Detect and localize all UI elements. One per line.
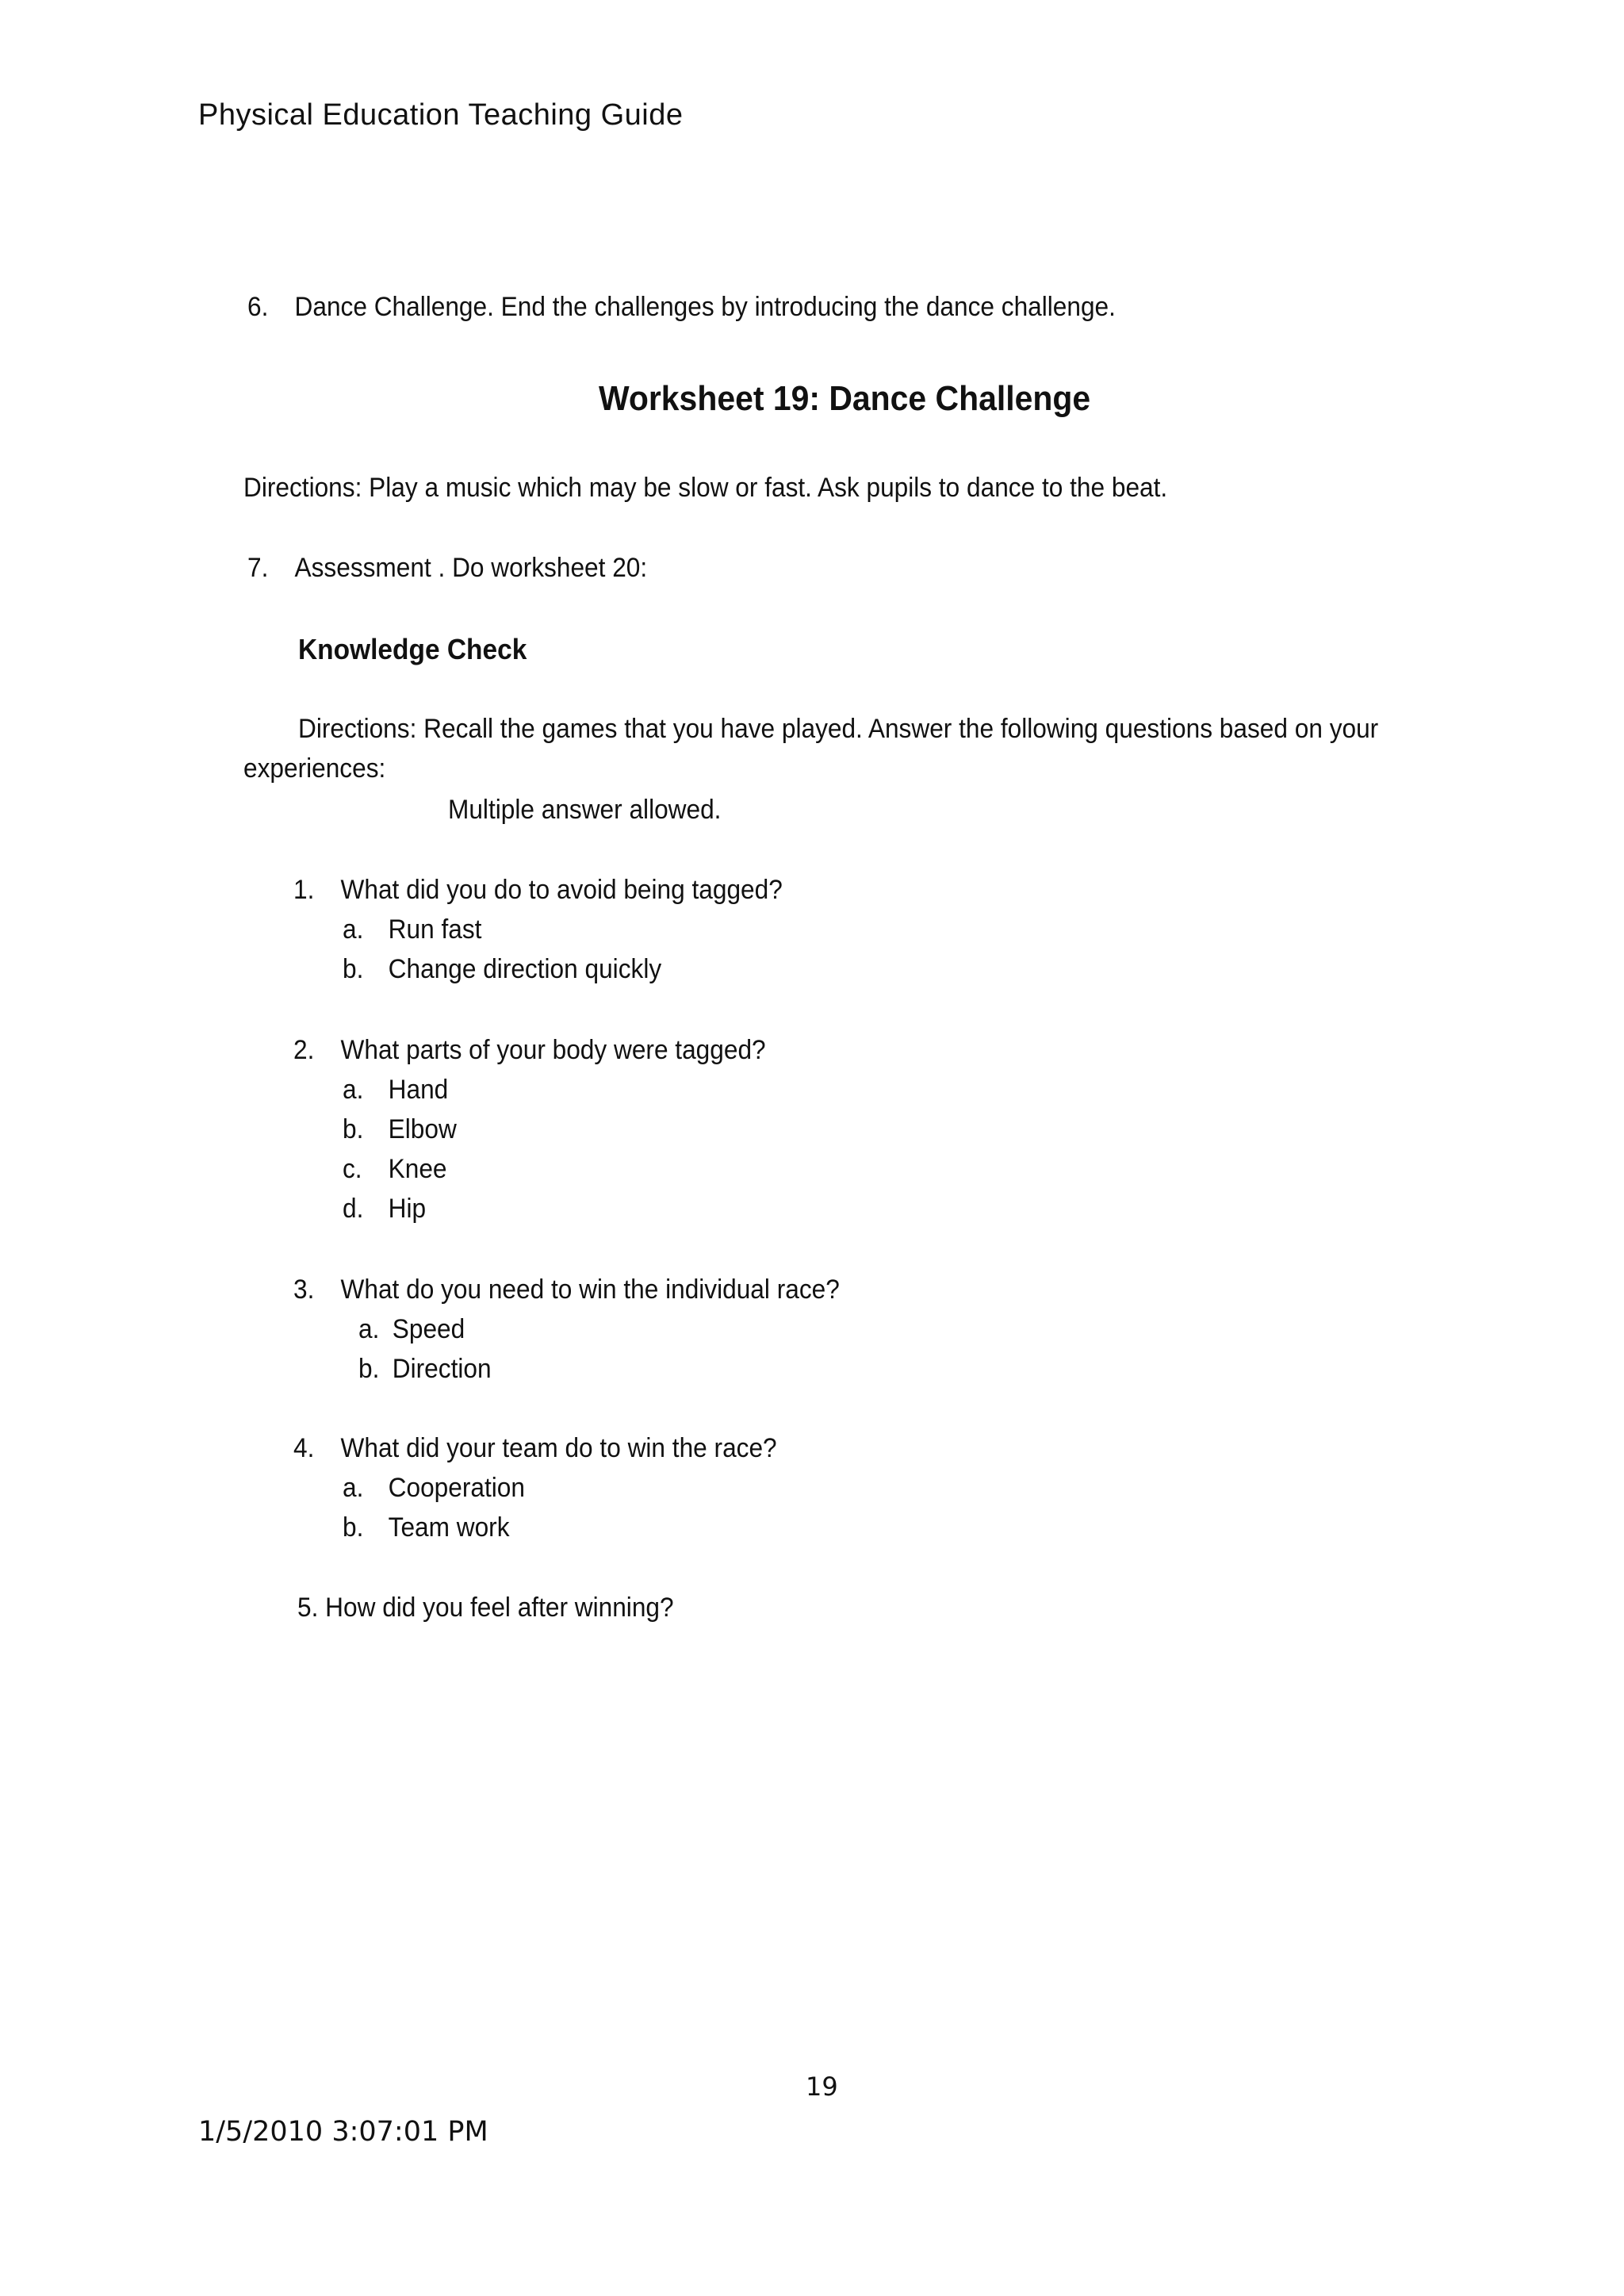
question-text: What do you need to win the individual race?	[340, 1274, 840, 1305]
option-letter: c.	[343, 1154, 362, 1184]
question-5: 5. How did you feel after winning?	[297, 1593, 674, 1623]
knowledge-check-note: Multiple answer allowed.	[448, 795, 722, 825]
option-text: Run fast	[388, 914, 482, 945]
option-text: Hand	[388, 1075, 449, 1105]
option-letter: a.	[343, 1473, 364, 1503]
question-number: 1.	[293, 875, 315, 905]
option	[343, 1194, 426, 1225]
knowledge-check-directions-line1: Directions: Recall the games that you have played. Answer the following questions based on your	[298, 714, 1379, 744]
option	[343, 954, 661, 985]
question-text: What did you do to avoid being tagged?	[340, 875, 783, 905]
question-number: 4.	[293, 1433, 315, 1463]
question-text: What parts of your body were tagged?	[340, 1035, 766, 1065]
option-letter: a.	[343, 914, 364, 945]
worksheet-directions: Directions: Play a music which may be slow or fast. Ask pupils to dance to the beat.	[243, 473, 1168, 503]
knowledge-check-heading: Knowledge Check	[298, 633, 527, 665]
page-number: 19	[806, 2072, 838, 2102]
step-7	[247, 553, 647, 584]
question-2	[293, 1035, 766, 1066]
step-7-text: Assessment . Do worksheet 20:	[294, 553, 648, 583]
step-6-text: Dance Challenge. End the challenges by introducing the dance challenge.	[294, 292, 1116, 322]
option	[343, 1114, 457, 1145]
option-text: Team work	[388, 1512, 510, 1543]
option-text: Cooperation	[388, 1473, 525, 1503]
option-letter: b.	[343, 954, 364, 984]
step-6	[247, 292, 1116, 323]
option	[343, 914, 481, 945]
option-text: Knee	[388, 1154, 447, 1184]
question-4	[293, 1433, 777, 1464]
step-6-number: 6.	[247, 292, 269, 322]
option	[343, 1154, 447, 1185]
question-1	[293, 875, 783, 906]
question-text: What did your team do to win the race?	[340, 1433, 777, 1463]
knowledge-check-directions-line2: experiences:	[243, 753, 386, 784]
option-letter: a.	[358, 1314, 380, 1344]
option-letter: a.	[343, 1075, 364, 1105]
option-letter: b.	[343, 1114, 364, 1144]
question-number: 3.	[293, 1274, 315, 1305]
option-letter: d.	[343, 1194, 364, 1224]
question-number: 2.	[293, 1035, 315, 1065]
option-letter: b.	[343, 1512, 364, 1543]
option	[358, 1314, 465, 1345]
option	[343, 1075, 448, 1106]
step-7-number: 7.	[247, 553, 269, 583]
question-3	[293, 1274, 840, 1305]
option-text: Speed	[392, 1314, 465, 1344]
worksheet-title: Worksheet 19: Dance Challenge	[599, 379, 1091, 418]
footer-timestamp: 1/5/2010 3:07:01 PM	[198, 2116, 488, 2148]
option	[343, 1512, 510, 1543]
option-text: Change direction quickly	[388, 954, 662, 984]
option-text: Direction	[392, 1354, 492, 1384]
page-header: Physical Education Teaching Guide	[198, 98, 684, 132]
option	[358, 1354, 492, 1385]
option-text: Hip	[388, 1194, 427, 1224]
option-letter: b.	[358, 1354, 380, 1384]
option-text: Elbow	[388, 1114, 457, 1144]
option	[343, 1473, 525, 1504]
